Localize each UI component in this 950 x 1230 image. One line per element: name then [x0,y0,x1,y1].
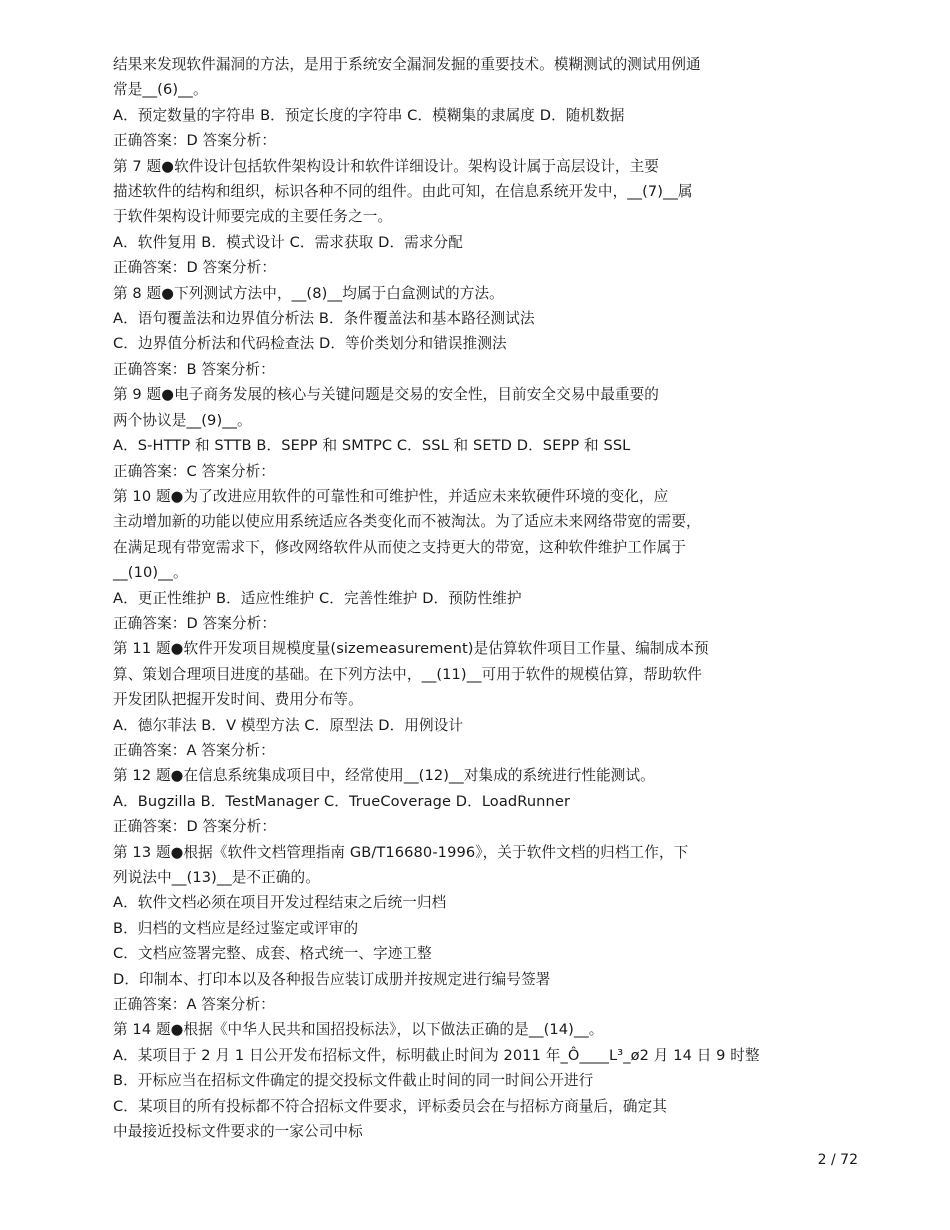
text-line: 正确答案：D 答案分析： [113,614,277,632]
text-line: 正确答案：B 答案分析： [113,360,275,378]
text-line: 正确答案：A 答案分析： [113,996,275,1014]
text-line: 正确答案：A 答案分析： [113,741,275,759]
text-line: 算、策划合理项目进度的基础。在下列方法中，__(11)__可用于软件的规模估算，帮助软件 [113,665,702,683]
text-line: A．软件复用 B．模式设计 C．需求获取 D．需求分配 [113,233,463,251]
text-line: 开发团队把握开发时间、费用分布等。 [113,691,363,709]
text-line: A．S-HTTP 和 STTB B．SEPP 和 SMTPC C．SSL 和 SETD D．SEPP 和 SSL [113,437,631,455]
text-line: 结果来发现软件漏洞的方法，是用于系统安全漏洞发掘的重要技术。模糊测试的测试用例通 [113,56,701,73]
text-line: __(10)__。 [113,564,188,582]
text-line: 第 14 题●根据《中华人民共和国招投标法》，以下做法正确的是__(14)__。 [113,1021,604,1039]
text-line: 列说法中__(13)__是不正确的。 [113,869,320,886]
text-line: A．预定数量的字符串 B．预定长度的字符串 C．模糊集的隶属度 D．随机数据 [113,106,625,124]
text-line: D．印制本、打印本以及各种报告应装订成册并按规定进行编号签署 [113,970,551,988]
text-line: B．开标应当在招标文件确定的提交投标文件截止时间的同一时间公开进行 [113,1072,594,1090]
text-line: 第 11 题●软件开发项目规模度量(sizemeasurement)是估算软件项目工作量、编制成本预 [113,640,709,658]
text-line: A．语句覆盖法和边界值分析法 B．条件覆盖法和基本路径测试法 [113,310,535,328]
text-line: 第 13 题●根据《软件文档管理指南 GB/T16680-1996》，关于软件文档的归档工作，下 [113,843,689,861]
text-line: A．德尔菲法 B．V 模型方法 C．原型法 D．用例设计 [113,716,464,734]
text-line: 在满足现有带宽需求下，修改网络软件从而使之支持更大的带宽，这种软件维护工作属于 [113,538,687,556]
text-line: 正确答案：D 答案分析： [113,132,277,150]
text-line: 第 9 题●电子商务发展的核心与关键问题是交易的安全性，目前安全交易中最重要的 [113,386,659,404]
text-line: 描述软件的结构和组织，标识各种不同的组件。由此可知，在信息系统开发中，__(7)__属 [113,183,693,201]
text-line: 主动增加新的功能以使应用系统适应各类变化而不被淘汰。为了适应未来网络带宽的需要， [113,513,701,531]
text-line: A．软件文档必须在项目开发过程结束之后统一归档 [113,894,447,912]
text-line: 正确答案：D 答案分析： [113,259,277,277]
text-line: B．归档的文档应是经过鉴定或评审的 [113,919,359,937]
text-line: 正确答案：C 答案分析： [113,462,275,480]
text-line: A．Bugzilla B．TestManager C．TrueCoverage D．LoadRunner [113,792,571,810]
text-line: 于软件架构设计师要完成的主要任务之一。 [113,208,393,226]
text-line: C．文档应签署完整、成套、格式统一、字迹工整 [113,945,432,963]
document-body [113,52,850,1144]
text-line: 两个协议是__(9)__。 [113,411,252,429]
text-line: C．边界值分析法和代码检查法 D．等价类划分和错误推测法 [113,335,507,353]
text-line: A．某项目于 2 月 1 日公开发布招标文件，标明截止时间为 2011 年_Ô____L³_ø2 月 14 日 9 时整 [113,1046,760,1064]
text-line: 中最接近投标文件要求的一家公司中标 [113,1123,363,1141]
text-line: 第 10 题●为了改进应用软件的可靠性和可维护性，并适应未来软硬件环境的变化，应 [113,487,669,505]
page-number: 2 / 72 [817,1152,858,1168]
text-line: A．更正性维护 B．适应性维护 C．完善性维护 D．预防性维护 [113,589,522,607]
text-line: 第 8 题●下列测试方法中，__(8)__均属于白盒测试的方法。 [113,284,504,302]
text-line: 常是__(6)__。 [113,81,208,99]
text-line: 正确答案：D 答案分析： [113,818,277,836]
text-line: C．某项目的所有投标都不符合招标文件要求，评标委员会在与招标方商量后，确定其 [113,1097,667,1115]
text-line: 第 12 题●在信息系统集成项目中，经常使用__(12)__对集成的系统进行性能测试。 [113,767,655,785]
text-line: 第 7 题●软件设计包括软件架构设计和软件详细设计。架构设计属于高层设计，主要 [113,157,659,175]
